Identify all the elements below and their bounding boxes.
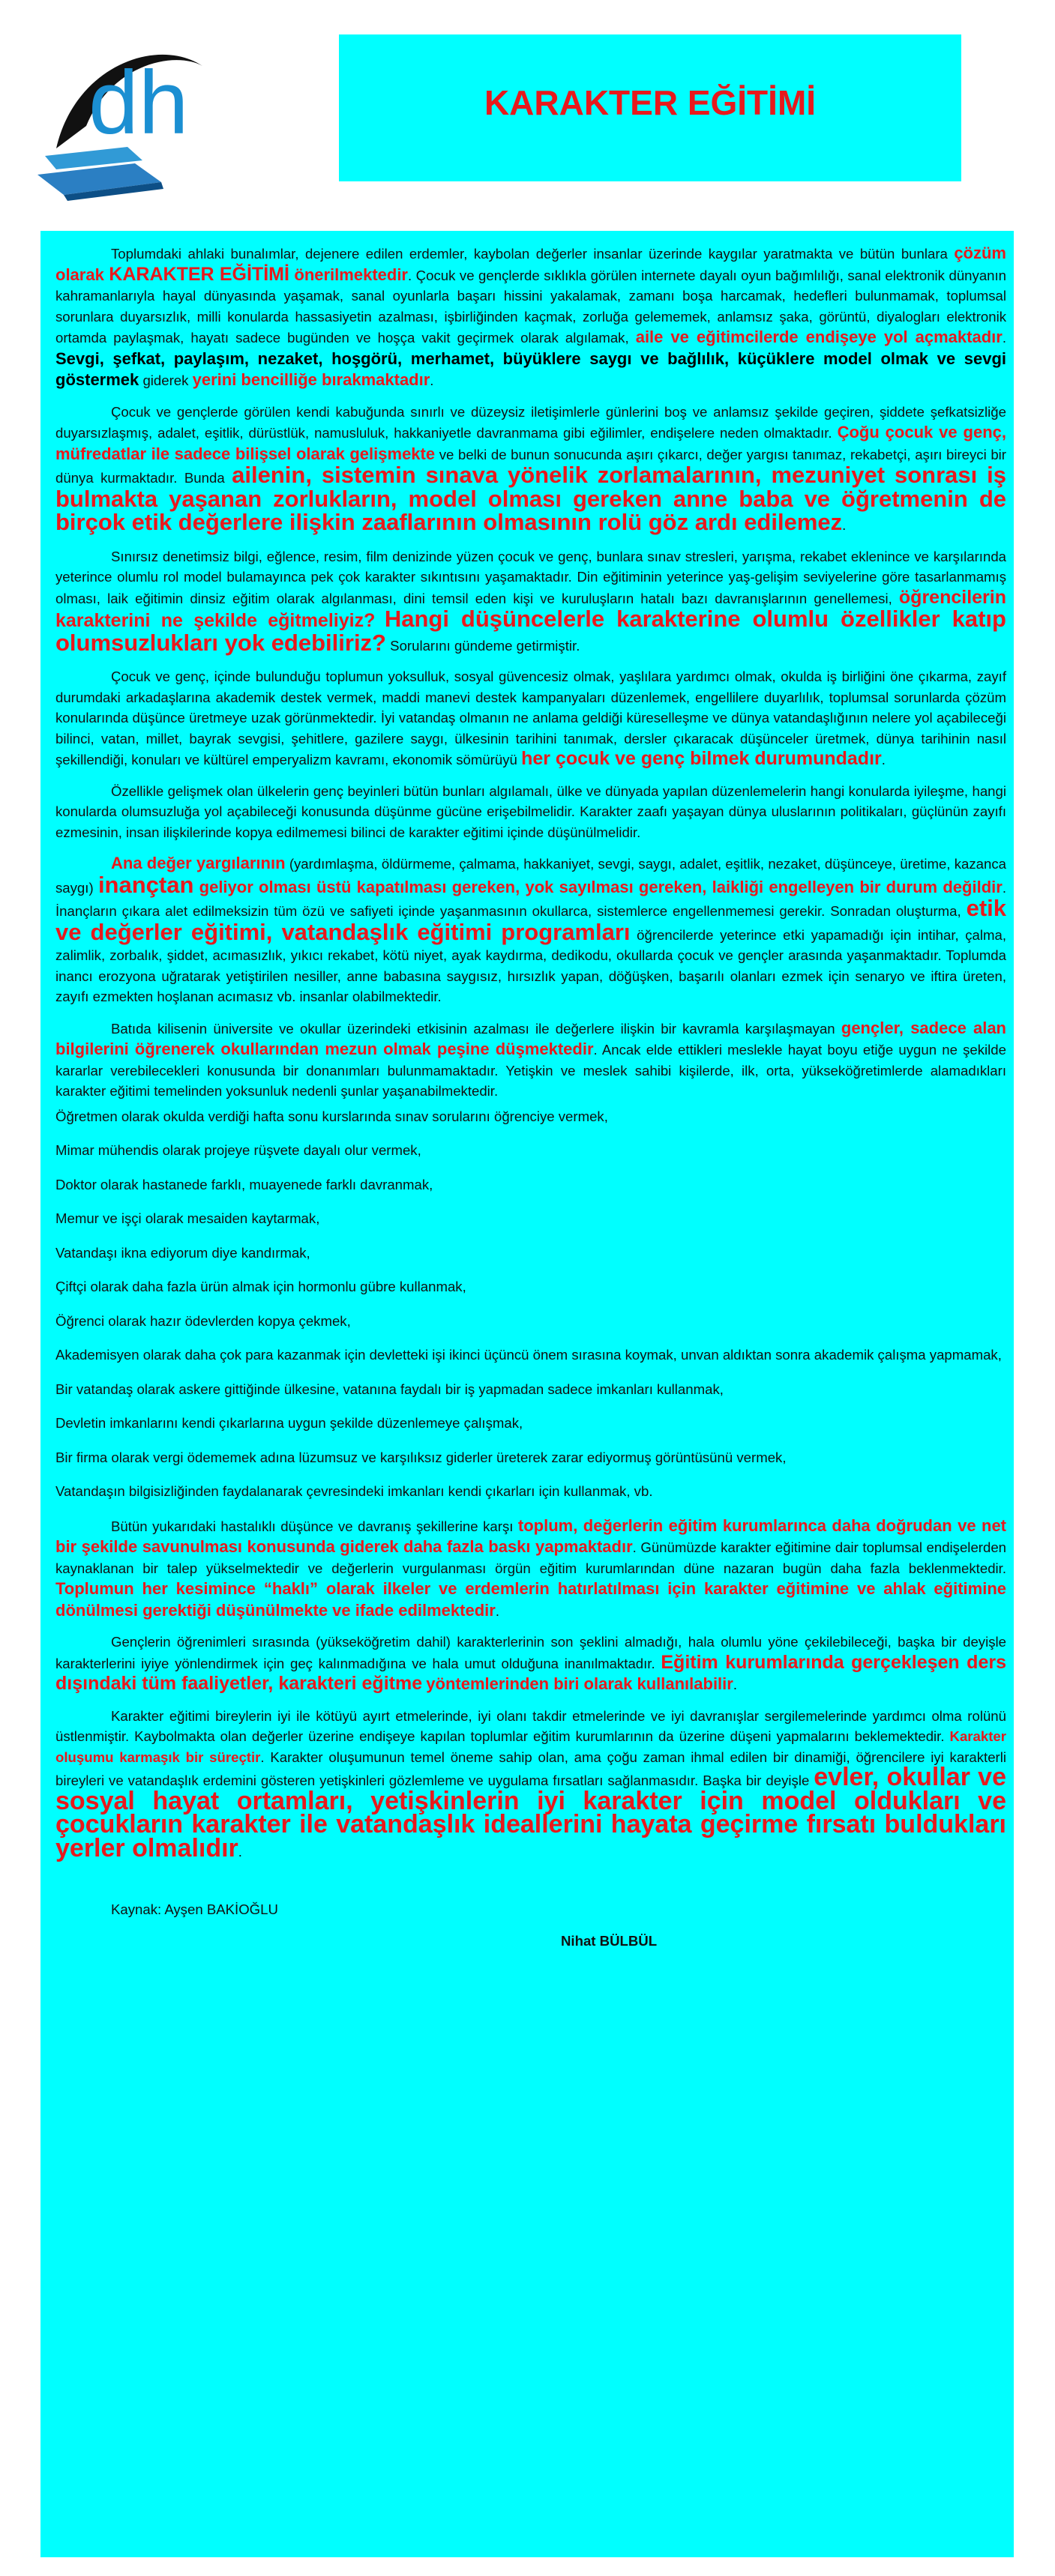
author-signature: Nihat BÜLBÜL — [561, 1932, 658, 1949]
examples-list — [55, 1106, 1006, 1502]
list-item: Öğrenci olarak hazır ödevlerden kopya çekmek, — [55, 1312, 351, 1329]
list-item: Öğretmen olarak okulda verdiği hafta sonu kurslarında sınav sorularını öğrenciye vermek, — [55, 1108, 608, 1124]
list-item: Akademisyen olarak daha çok para kazanmak için devletteki işi ikinci üçüncü önem sırasına koymak, unvan aldıktan sonra akademik çalışma yapmamak, — [55, 1347, 1002, 1363]
list-item: Bir vatandaş olarak askere gittiğinde ülkesine, vatanına faydalı bir iş yapmadan sadece imkanları kullanmak, — [55, 1381, 724, 1397]
paragraph-10: Karakter eğitimi bireylerin iyi ile kötüyü ayırt etmelerinde, iyi olanı takdir etmelerinde ve iyi davranışlar sergilemelerinde yardımcı olma rolünü üstlenmiştir. Kaybolmakta olan değerler üzerine endişeye kapılan toplumlar eğitim kurumlarının da üzerine düşeni yapmalarını beklemektedir. Karakter oluşumu karmaşık bir süreçtir. Karakter oluşumunun temel öneme sahip olan, ama çoğu zaman ihmal edilen bir dinamiği, öğrencilere iyi karakterli bireyleri ve vatandaşlık erdemini gösteren yetişkinleri gözlemleme ve uygulama fırsatları sağlanmasıdır. Başka bir deyişle evler, okullar ve sosyal hayat ortamları, yetişkinlerin iyi karakter için model oldukları ve çocukların karakter ile vatandaşlık ideallerini hayata geçirme fırsatı buldukları yerler olmalıdır. — [55, 1707, 1006, 1862]
article-body — [40, 231, 1014, 2557]
list-item: Vatandaşın bilgisizliğinden faydalanarak çevresindeki imkanları kendi çıkarları için kullanmak, vb. — [55, 1483, 653, 1499]
list-item: Devletin imkanlarını kendi çıkarlarına uygun şekilde düzenlemeye çalışmak, — [55, 1415, 523, 1431]
source-line: Kaynak: Ayşen BAKİOĞLU — [111, 1901, 278, 1917]
paragraph-7: Batıda kilisenin üniversite ve okullar üzerindeki etkisinin azalması ile değerlere ilişkin bir kavramla karşılaşmayan gençler, sadece alan bilgilerini öğrenerek okullarından mezun olmak peşine düşmektedir. Ancak elde ettikleri meslekle hayat boyu etiğe uygun ne şekilde kararlar verebilecekleri konusunda bir donanımları bulunmamaktadır. Yetişkin ve meslek sahibi kişilerde, ilk, orta, yükseköğretimlerde alamadıkları karakter eğitimi temelinden yoksunluk nedenli şunlar yaşanabilmektedir. — [55, 1018, 1006, 1099]
paragraph-1: Toplumdaki ahlaki bunalımlar, dejenere edilen erdemler, kaybolan değerler insanlar üzerinde kaygılar yaratmakta ve bütün bunlara çözüm olarak KARAKTER EĞİTİMİ önerilmektedir. Çocuk ve gençlerde sıklıkla görülen internete dayalı oyun bağımlılığı, sanal elektronik dünyanın kahramanlarıyla hayal dünyasında yaşamak, sanal oyunlarla başarı hissini yakalamak, zamanı boşa harcamak, hedefleri bulunmamak, toplumsal sorunlara duyarsızlık, milli konularda hassasiyetin azalması, işbirliğinden kaçmak, zorluğa gelememek, anlamsız şaka, görüntü, diyalogları elektronik ortamda paylaşmak, hayatı sadece bugünden ve hoşça vakit geçirmek olarak algılamak, aile ve eğitimcilerde endişeye yol açmaktadır. Sevgi, şefkat, paylaşım, nezaket, hoşgörü, merhamet, büyüklere saygı ve bağlılık, küçüklere model olmak ve sevgi göstermek giderek yerini bencilliğe bırakmaktadır. — [55, 244, 1007, 389]
paragraph-9: Gençlerin öğrenimleri sırasında (yükseköğretim dahil) karakterlerinin son şeklini almadığı, hala olumlu yöne çekilebileceği, başka bir deyişle karakterlerini iyiye yönlendirmek için geç kalınmadığına ve hala umut olduğuna inanılmaktadır. Eğitim kurumlarında gerçekleşen ders dışındaki tüm faaliyetler, karakteri eğitme yöntemlerinden biri olarak kullanılabilir. — [55, 1634, 1006, 1694]
list-item: Memur ve işçi olarak mesaiden kaytarmak, — [55, 1210, 320, 1226]
svg-text:dh: dh — [88, 52, 189, 153]
paragraph-3: Sınırsız denetimsiz bilgi, eğlence, resim, film denizinde yüzen çocuk ve genç, bunlara sınav stresleri, yarışma, rekabet eklenince ve karşılarında yeterince olumlu rol model bulamayınca pek çok karakter sıkıntısını yaşamaktadır. Din eğitiminin yeterince yaş-gelişim seviyelerine göre tasarlanmamış olması, laik eğitimin dinsiz eğitim olarak algılanması, dini temsil eden kişi ve kuruluşların hatalı bazı davranışlarının genellemesi, öğrencilerin karakterini ne şekilde eğitmeliyiz? Hangi düşüncelerle karakterine olumlu özellikler katıp olumsuzlukları yok edebiliriz? Sorularını gündeme getirmiştir. — [55, 548, 1006, 656]
list-item: Vatandaşı ikna ediyorum diye kandırmak, — [55, 1244, 310, 1261]
list-item: Bir firma olarak vergi ödememek adına lüzumsuz ve karşılıksız giderler üreterek zarar ediyormuş görüntüsünü vermek, — [55, 1449, 787, 1465]
title-box — [339, 34, 961, 181]
paragraph-4: Çocuk ve genç, içinde bulunduğu toplumun yoksulluk, sosyal güvencesiz olmak, yaşlılara yardımcı olmak, okulda iş birliğini öne çıkarma, zayıf durumdaki arkadaşlarına akademik destek vermek, maddi manevi destek kampanyaları düzenlemek, engellilere duyarlılık, toplumsal sorunlarda çözüm konularında düşünce üretmeye uzak görünmektedir. İyi vatandaş olmanın ne anlama geldiği küreselleşme ve dünya vatandaşlığının nelere yol açabileceği bilinci, vatan, millet, bayrak sevgisi, şehitlere, gazilere saygı, ülkesinin tarihini tanımak, dersler çıkaracak düşünceler üretmek, dünya tarihinin nasıl şekillendiği, konuları ve kültürel emperyalizm kavramı, ekonomik sömürüyü her çocuk ve genç bilmek durumundadır. — [55, 669, 1006, 769]
dh-logo — [30, 21, 225, 201]
list-item: Mimar mühendis olarak projeye rüşvete dayalı olur vermek, — [55, 1142, 421, 1158]
page-title: KARAKTER EĞİTİMİ — [484, 83, 817, 122]
paragraph-6: Ana değer yargılarının (yardımlaşma, öldürmeme, çalmama, hakkaniyet, sevgi, saygı, adalet, eşitlik, nezaket, düşünceye, üretime, kazanca saygı) inançtan geliyor olması üstü kapatılması gereken, yok sayılması gereken, laikliği engelleyen bir durum değildir. İnançların çıkara alet edilmeksizin tüm özü ve safiyeti içinde yaşanmasının okullarca, sistemlerce engellenmemesi gerekir. Sonradan oluşturma, etik ve değerler eğitimi, vatandaşlık eğitimi programları öğrencilerde yeterince etki yapamadığı için intihar, çalma, zalimlik, zorbalık, şiddet, acımasızlık, yıkıcı rekabet, kötü niyet, ayak kaydırma, dedikodu, okullarda çocuk ve gençler arasında yaşanmaktadır. Toplumda inancı erozyona uğratarak yetiştirilen nesiller, anne babasına saygısız, hırsızlık yapan, döğüşken, başarılı olanları ezmek için senaryo ve iftira üreten, zayıfı ezmekten hoşlanan acımasız vb. insanlar olabilmektedir. — [55, 854, 1007, 1004]
paragraph-2: Çocuk ve gençlerde görülen kendi kabuğunda sınırlı ve düzeysiz iletişimlerle günlerini boş ve anlamsız şekilde geçiren, şiddete şefkatsizliğe duyarsızlaşmış, adalet, eşitlik, dürüstlük, namusluluk, hakkaniyetle davranmama gibi eğilimler, endişelere neden olmaktadır. Çoğu çocuk ve genç, müfredatlar ile sadece bilişsel olarak gelişmekte ve belki de bunun sonucunda aşırı çıkarcı, değer yargısı tanımaz, rekabetçi, aşırı bireyci bir dünya kurmaktadır. Bunda ailenin, sistemin sınava yönelik zorlamalarının, mezuniyet sonrası iş bulmakta yaşanan zorlukların, model olması gereken anne baba ve öğretmenin de birçok etik değerlere ilişkin zaaflarının olmasının rolü göz ardı edilemez. — [55, 403, 1007, 535]
paragraph-8: Bütün yukarıdaki hastalıklı düşünce ve davranış şekillerine karşı toplum, değerlerin eğitim kurumlarınca daha doğrudan ve net bir şekilde savunulması konusunda giderek daha fazla baskı yapmaktadır. Günümüzde karakter eğitimine dair toplumsal endişelerden kaynaklanan bir talep yükselmektedir ve değerlerin vurgulanması örgün eğitim kurumlarından düne nazaran bugün daha fazla beklenmektedir. Toplumun her kesimince “haklı” olarak ilkeler ve erdemlerin hatırlatılması için karakter eğitimine ve ahlak eğitimine dönülmesi gerektiği düşünülmekte ve ifade edilmektedir. — [55, 1515, 1006, 1620]
list-item: Doktor olarak hastanede farklı, muayenede farklı davranmak, — [55, 1176, 433, 1192]
list-item: Çiftçi olarak daha fazla ürün almak için hormonlu gübre kullanmak, — [55, 1279, 466, 1294]
paragraph-5: Özellikle gelişmek olan ülkelerin genç beyinleri bütün bunları algılamalı, ülke ve dünyada yapılan düzenlemelerin hangi konularda iyileşme, hangi konularda olumsuzluğa yol açabileceği konusunda düşünme gücüne erişebilmelidir. Karakter zaafı yaşayan dünya uluslarının politikaları, güçlünün zayıfı ezmesinin, insan ilişkilerinde kopya edilmemesi bilinci de karakter eğitimi içinde düşünülmelidir. — [55, 782, 1006, 840]
